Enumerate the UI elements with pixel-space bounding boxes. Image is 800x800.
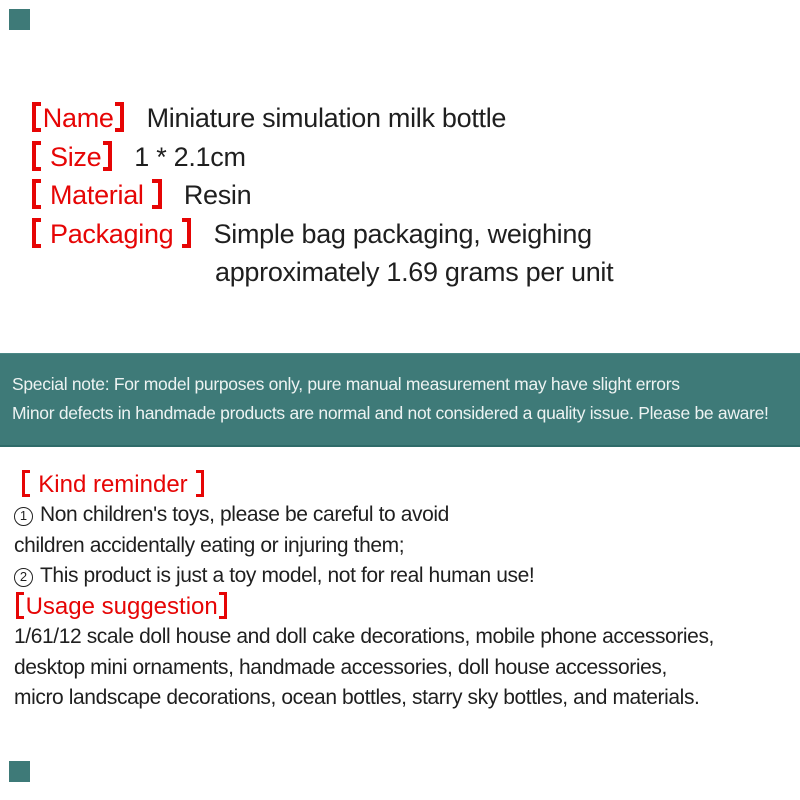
usage-line-1: 1/61/12 scale doll house and doll cake decorations, mobile phone accessories, (14, 625, 714, 649)
spec-row-size (32, 138, 613, 177)
kind-reminder-heading (22, 470, 714, 500)
spec-list (32, 99, 613, 292)
corner-accent-top-left-icon (9, 9, 30, 30)
spec-row-name (32, 99, 613, 138)
usage-suggestion-heading (16, 592, 714, 622)
special-note-line-2: Minor defects in handmade products are normal and not considered a quality issue. Please be aware! (12, 402, 769, 423)
usage-line-2: desktop mini ornaments, handmade accessories, doll house accessories, (14, 655, 667, 679)
spec-label-text: Packaging (42, 218, 181, 249)
spec-value-packaging-line2: approximately 1.69 grams per unit (215, 257, 614, 287)
spec-value-name: Miniature simulation milk bottle (146, 103, 507, 133)
circled-digit: 2 (19, 569, 28, 585)
bracket-close-icon (219, 592, 227, 619)
spec-label-packaging (32, 219, 191, 249)
spec-label-name (32, 103, 124, 133)
spec-value-material: Resin (183, 180, 252, 210)
bracket-open-icon (32, 218, 41, 248)
spec-label-text: Name (42, 103, 114, 133)
spec-value-packaging: Simple bag packaging, weighing (213, 218, 592, 249)
kind-reminder-heading-text: Kind reminder (31, 471, 195, 499)
circled-digit: 1 (19, 508, 28, 524)
spec-label-text: Material (42, 180, 151, 210)
bracket-open-icon (32, 179, 41, 209)
spec-row-material (32, 176, 613, 215)
special-note-line-1: Special note: For model purposes only, pure manual measurement may have slight errors (12, 374, 680, 394)
bracket-open-icon (32, 102, 41, 132)
spec-label-material (32, 180, 162, 210)
bracket-close-icon (103, 141, 112, 171)
special-note-banner (0, 353, 800, 447)
corner-accent-bottom-left-icon (9, 761, 30, 782)
lower-text-block (14, 470, 714, 713)
spec-label-size (32, 142, 112, 172)
bracket-open-icon (16, 592, 24, 619)
reminder-item-2 (14, 561, 714, 591)
reminder-item-2-text: This product is just a toy model, not for real human use! (40, 564, 535, 588)
bracket-close-icon (115, 102, 124, 132)
spec-value-size: 1 * 2.1cm (134, 141, 246, 172)
circled-2-icon (14, 568, 33, 587)
bracket-close-icon (182, 218, 191, 248)
bracket-close-icon (152, 179, 161, 209)
usage-suggestion-heading-text: Usage suggestion (25, 592, 218, 620)
circled-1-icon (14, 507, 33, 526)
reminder-item-1-text: Non children's toys, please be careful to avoid (40, 503, 449, 527)
bracket-open-icon (32, 141, 41, 171)
spec-label-text: Size (42, 141, 102, 172)
reminder-item-1 (14, 500, 714, 530)
spec-row-packaging (32, 215, 613, 254)
bracket-open-icon (22, 470, 30, 497)
bracket-close-icon (196, 470, 204, 497)
reminder-item-1-continued: children accidentally eating or injuring them; (14, 533, 405, 557)
usage-line-3: micro landscape decorations, ocean bottles, starry sky bottles, and materials. (14, 686, 700, 709)
